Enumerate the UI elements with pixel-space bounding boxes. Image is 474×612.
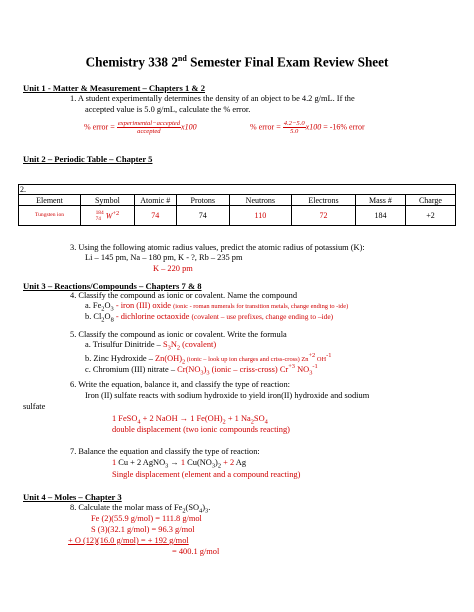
molar-mass-total: = 400.1 g/mol xyxy=(172,547,220,556)
col-header-mass: Mass # xyxy=(356,195,406,206)
col-header-protons: Protons xyxy=(176,195,229,206)
molar-mass-fe: Fe (2)(55.9 g/mol) = 111.8 g/mol xyxy=(91,514,202,523)
unit4-heading: Unit 4 – Moles – Chapter 3 xyxy=(23,492,122,502)
molar-mass-s: S (3)(32.1 g/mol) = 96.3 g/mol xyxy=(91,525,195,534)
q6-line3: sulfate xyxy=(23,402,46,411)
percent-error-result: % error = $\frac{4.2-5.0}{5.0}$ x100 = -16% error xyxy=(250,120,365,135)
q1-line1: 1. A student experimentally determines the density of an object to be 4.2 g/mL. If the xyxy=(70,94,355,103)
cell-mass: 184 xyxy=(356,206,406,226)
q5c: c. Chromium (III) nitrate – $Cr(NO_3)_3$ (ionic – criss-cross) $Cr^{+3}$ $NO_3^{-1}$ xyxy=(85,363,318,377)
col-header-symbol: Symbol xyxy=(81,195,135,206)
col-header-electrons: Electrons xyxy=(291,195,355,206)
q2-number: 2. xyxy=(19,185,456,195)
col-header-neutrons: Neutrons xyxy=(229,195,291,206)
q6-prompt: 6. Write the equation, balance it, and classify the type of reaction: xyxy=(70,380,290,389)
q3-answer: K – 220 pm xyxy=(153,264,193,273)
periodic-table-question xyxy=(18,184,456,226)
q7-equation: 1 Cu + 2 AgNO$_3$ → 1 $Cu(NO_3)_2 + 2$ Ag xyxy=(112,458,247,470)
cell-electrons: 72 xyxy=(291,206,355,226)
q8-prompt: 8. Calculate the molar mass of $Fe_2(SO_4)_3$. xyxy=(70,503,211,515)
col-header-element: Element xyxy=(19,195,81,206)
q6-equation: 1 FeSO$_4$ + 2 NaOH → 1 $Fe(OH)_2 + 1$ $Na_2SO_4$ xyxy=(112,414,268,426)
q7-type: Single displacement (element and a compound reacting) xyxy=(112,470,301,479)
cell-atomic: 74 xyxy=(134,206,176,226)
cell-charge: +2 xyxy=(405,206,455,226)
q4b: b. $Cl_2O_8$ - dichlorine octaoxide (covalent – use prefixes, change ending to –ide) xyxy=(85,312,334,324)
q5a: a. Trisulfur Dinitride – $S_3N_2$ (covalent) xyxy=(85,340,217,352)
unit3-heading: Unit 3 – Reactions/Compounds – Chapters 7 & 8 xyxy=(23,281,202,291)
cell-neutrons: 110 xyxy=(229,206,291,226)
page-title: Chemistry 338 2nd Semester Final Exam Review Sheet xyxy=(85,54,389,70)
cell-protons: 74 xyxy=(176,206,229,226)
q6-line2: Iron (II) sulfate reacts with sodium hydroxide to yield iron(II) hydroxide and sodium xyxy=(85,391,370,400)
q5b: b. Zinc Hydroxide – $Zn(OH)_2$ (ionic – look up ion charges and criss-cross) $Zn^{+2}$ $OH^{-1}$ xyxy=(85,352,332,366)
q5-prompt: 5. Classify the compound as ionic or covalent. Write the formula xyxy=(70,330,287,339)
q3-line1: 3. Using the following atomic radius values, predict the atomic radius of potassium (K): xyxy=(70,243,365,252)
percent-error-formula: % error = $\frac{\text{experimental−accepted}}{\text{accepted}}$ x100 xyxy=(84,120,197,135)
q4a: a. $Fe_2O_3$ - iron (III) oxide (ionic - roman numerals for transition metals, change ending to -ide) xyxy=(85,301,349,313)
molar-mass-o: + O (12)(16.0 g/mol) = + 192 g/mol xyxy=(68,536,189,545)
unit1-heading: Unit 1 - Matter & Measurement – Chapters 1 & 2 xyxy=(23,83,206,93)
q4-prompt: 4. Classify the compound as ionic or covalent. Name the compound xyxy=(70,291,298,300)
col-header-atomic: Atomic # xyxy=(134,195,176,206)
q6-type: double displacement (two ionic compounds reacting) xyxy=(112,425,290,434)
cell-element: Tungsten ion xyxy=(19,206,81,226)
q3-line2: Li – 145 pm, Na – 180 pm, K - ?, Rb – 235 pm xyxy=(85,253,243,262)
q7-prompt: 7. Balance the equation and classify the type of reaction: xyxy=(70,447,260,456)
unit2-heading: Unit 2 – Periodic Table – Chapter 5 xyxy=(23,154,153,164)
cell-symbol: 184 74 $W^{+2}$ xyxy=(81,206,135,226)
col-header-charge: Charge xyxy=(405,195,455,206)
q1-line2: accepted value is 5.0 g/mL, calculate the % error. xyxy=(85,105,251,114)
